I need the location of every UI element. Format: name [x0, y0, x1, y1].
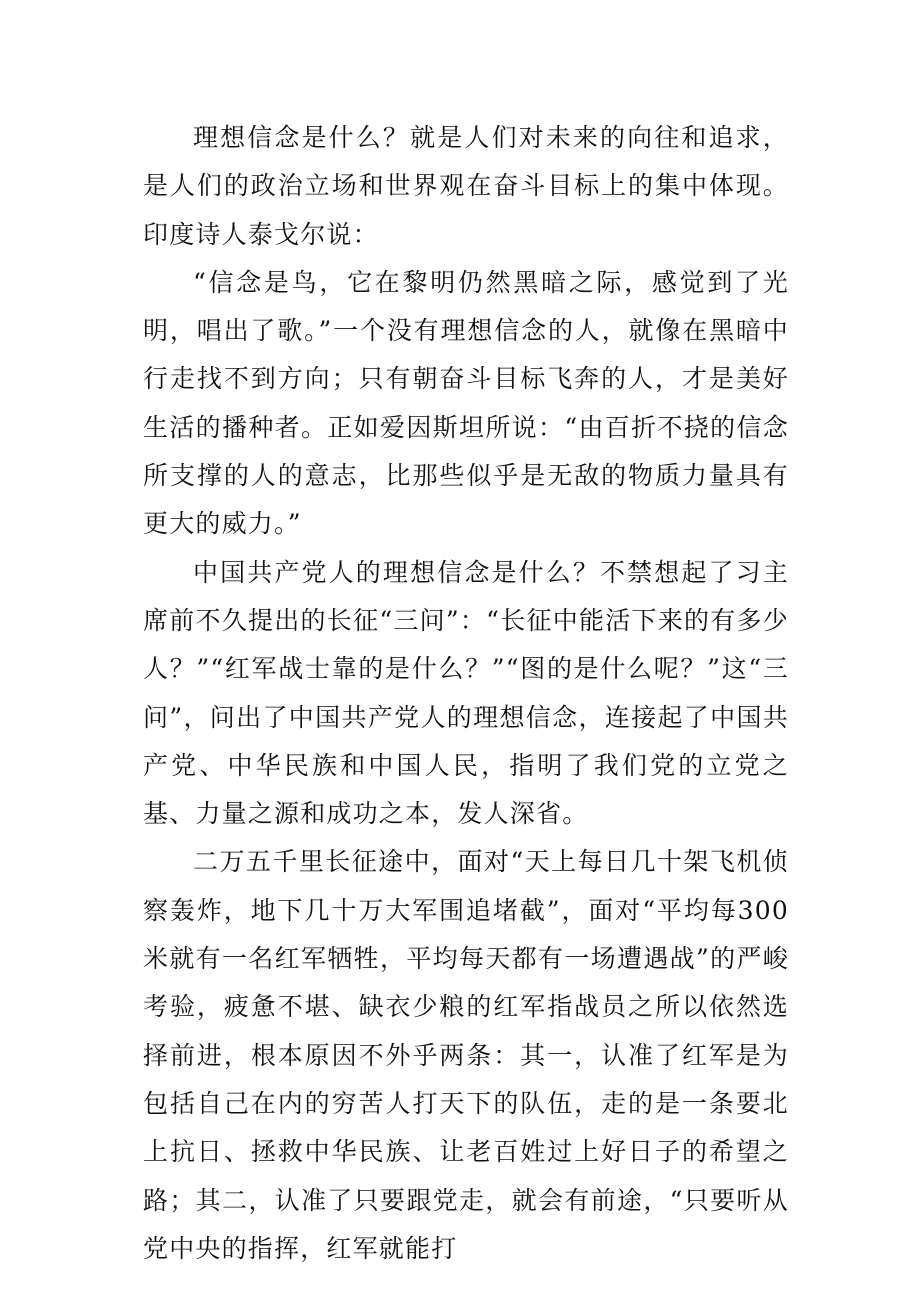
paragraph-long-march-questions: 中国共产党人的理想信念是什么？不禁想起了习主席前不久提出的长征“三问”：“长征中能活下来的有多少人？”“红军战士靠的是什么？”“图的是什么呢？”这“三问”，问出了中国共产党人的理想信念，连接起了中国共产党、中华民族和中国人民，指明了我们党的立党之基、力量之源和成功之本，发人深省。: [143, 557, 789, 829]
paragraph-belief-bird-quote: “信念是鸟，它在黎明仍然黑暗之际，感觉到了光明，唱出了歌。”一个没有理想信念的人，就像在黑暗中行走找不到方向；只有朝奋斗目标飞奔的人，才是美好生活的播种者。正如爱因斯坦所说：“由百折不挠的信念所支撑的人的意志，比那些似乎是无敌的物质力量具有更大的威力。”: [143, 267, 789, 539]
paragraph-ideals-definition: 理想信念是什么？就是人们对未来的向往和追求，是人们的政治立场和世界观在奋斗目标上的集中体现。印度诗人泰戈尔说：: [143, 123, 789, 249]
document-body: [143, 114, 789, 1273]
paragraph-long-march-journey: 二万五千里长征途中，面对“天上每日几十架飞机侦察轰炸，地下几十万大军围追堵截”，面对“平均每300米就有一名红军牺牲，平均每天都有一场遭遇战”的严峻考验，疲惫不堪、缺衣少粮的红军指战员之所以依然选择前进，根本原因不外乎两条：其一，认准了红军是为包括自己在内的穷苦人打天下的队伍，走的是一条要北上抗日、拯救中华民族、让老百姓过上好日子的希望之路；其二，认准了只要跟党走，就会有前途，“只要听从党中央的指挥，红军就能打: [143, 847, 789, 1263]
